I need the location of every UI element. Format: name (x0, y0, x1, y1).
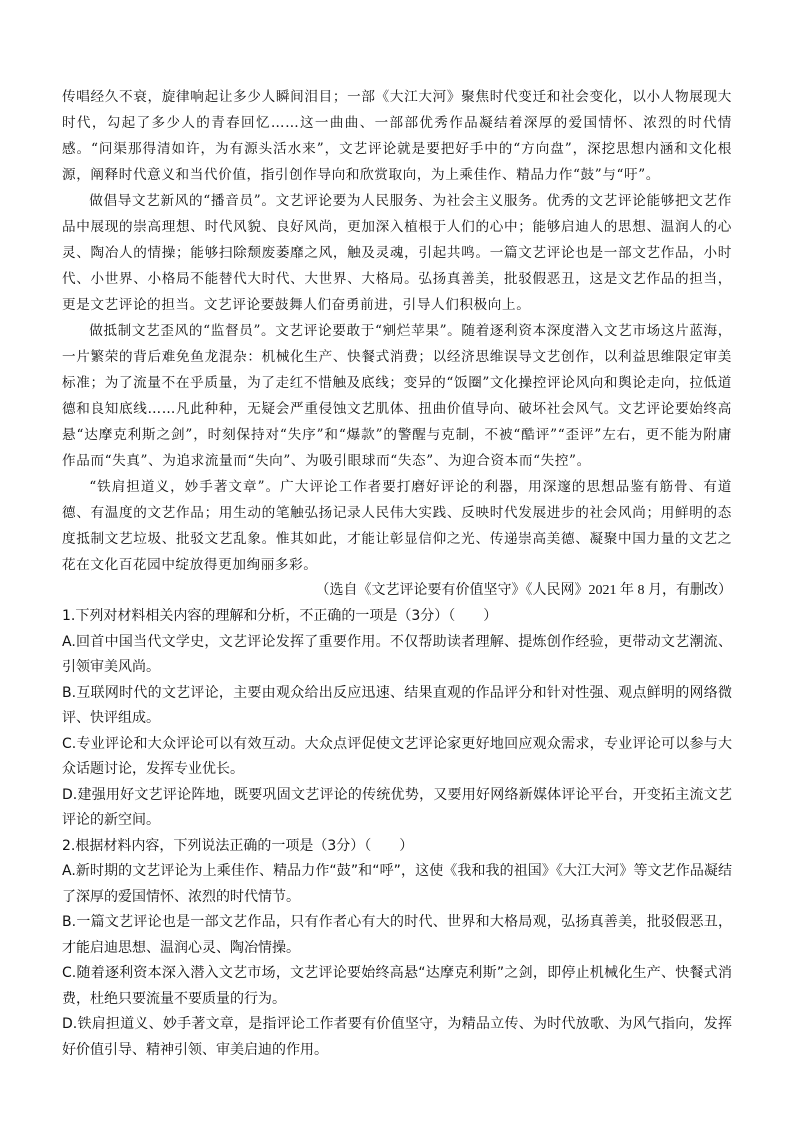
question-1-stem: 1.下列对材料相关内容的理解和分析，不正确的一项是（3分）（ ） (62, 608, 498, 624)
passage-source: （选自《文艺评论要有价值坚守》《人民网》2021 年 8 月，有删改） (315, 583, 732, 598)
question-1-option-b: B.互联网时代的文艺评论，主要由观众给出反应迅速、结果直观的作品评分和针对性强、观点鲜明的网络微评、快评组成。 (62, 684, 732, 726)
question-list (62, 604, 732, 1063)
exam-page (62, 84, 732, 1063)
question-1-option-c: C.专业评论和大众评论可以有效互动。大众点评促使文艺评论家更好地回应观众需求，专业评论可以参与大众话题讨论，发挥专业优长。 (62, 735, 732, 777)
passage-paragraph-3: 做抵制文艺歪风的“监督员”。文艺评论要敢于“剜烂苹果”。随着逐利资本深度潜入文艺市场这片蓝海，一片繁荣的背后难免鱼龙混杂：机械化生产、快餐式消费；以经济思维误导文艺创作，以利益思维限定审美标准；为了流量不在乎质量，为了走红不惜触及底线；变异的“饭圈”文化操控评论风向和舆论走向，拉低道德和良知底线……凡此种种，无疑会严重侵蚀文艺肌体、扭曲价值导向、破坏社会风气。文艺评论要始终高悬“达摩克利斯之剑”，时刻保持对“失序”和“爆款”的警醒与克制，不被“酷评”“歪评”左右，更不能为附庸作品而“失真”、为追求流量而“失向”、为吸引眼球而“失态”、为迎合资本而“失控”。 (62, 323, 732, 469)
question-2 (62, 834, 732, 1064)
question-1-option-d: D.建强用好文艺评论阵地，既要巩固文艺评论的传统优势，又要用好网络新媒体评论平台，开变拓主流文艺评论的新空间。 (62, 786, 732, 828)
question-1 (62, 604, 732, 834)
question-2-stem: 2.根据材料内容，下列说法正确的一项是（3分）（ ） (62, 837, 414, 854)
question-1-option-a: A.回首中国当代文学史，文艺评论发挥了重要作用。不仅帮助读者理解、提炼创作经验，更带动文艺潮流、引领审美风尚。 (62, 633, 732, 675)
passage-paragraph-1: 传唱经久不衰，旋律响起让多少人瞬间泪目；一部《大江大河》聚焦时代变迁和社会变化，以小人物展现大时代，勾起了多少人的青春回忆……这一曲曲、一部部优秀作品凝结着深厚的爱国情怀、浓烈的时代情感。“问渠那得清如许，为有源头活水来”，文艺评论就是要把好手中的“方向盘”，深挖思想内涵和文化根源，阐释时代意义和当代价值，指引创作导向和欣赏取向，为上乘佳作、精品力作“鼓”与“吁”。 (62, 89, 732, 183)
question-2-option-c: C.随着逐利资本深入潜入文艺市场，文艺评论要始终高悬“达摩克利斯”之剑，即停止机械化生产、快餐式消费，杜绝只要流量不要质量的行为。 (62, 965, 732, 1007)
passage-paragraph-4: “铁肩担道义，妙手著文章”。广大评论工作者要打磨好评论的利器，用深邃的思想品鉴有筋骨、有道德、有温度的文艺作品；用生动的笔触弘扬记录人民伟大实践、反映时代发展进步的社会风尚；用鲜明的态度抵制文艺垃圾、批驳文艺乱象。惟其如此，才能让彰显信仰之光、传递崇高美德、凝聚中国力量的文艺之花在文化百花园中绽放得更加绚丽多彩。 (62, 479, 732, 573)
question-2-option-a: A.新时期的文艺评论为上乘佳作、精品力作“鼓”和“呼”，这使《我和我的祖国》《大江大河》等文艺作品凝结了深厚的爱国情怀、浓烈的时代情节。 (62, 863, 732, 905)
reading-passage (62, 84, 732, 578)
question-2-option-b: B.一篇文艺评论也是一部文艺作品，只有作者心有大的时代、世界和大格局观，弘扬真善美，批驳假恶丑，才能启迪思想、温润心灵、陶冶情操。 (62, 914, 732, 956)
passage-paragraph-2: 做倡导文艺新风的“播音员”。文艺评论要为人民服务、为社会主义服务。优秀的文艺评论能够把文艺作品中展现的崇高理想、时代风貌、良好风尚，更加深入植根于人们的心中；能够启迪人的思想、温润人的心灵、陶冶人的情操；能够扫除颓废萎靡之风，触及灵魂，引起共鸣。一篇文艺评论也是一部文艺作品，小时代、小世界、小格局不能替代大时代、大世界、大格局。弘扬真善美，批驳假恶丑，这是文艺作品的担当，更是文艺评论的担当。文艺评论要鼓舞人们奋勇前进，引导人们积极向上。 (62, 193, 732, 313)
question-2-option-d: D.铁肩担道义、妙手著文章，是指评论工作者要有价值坚守，为精品立传、为时代放歌、为风气指向，发挥好价值引导、精神引领、审美启迪的作用。 (62, 1016, 732, 1058)
